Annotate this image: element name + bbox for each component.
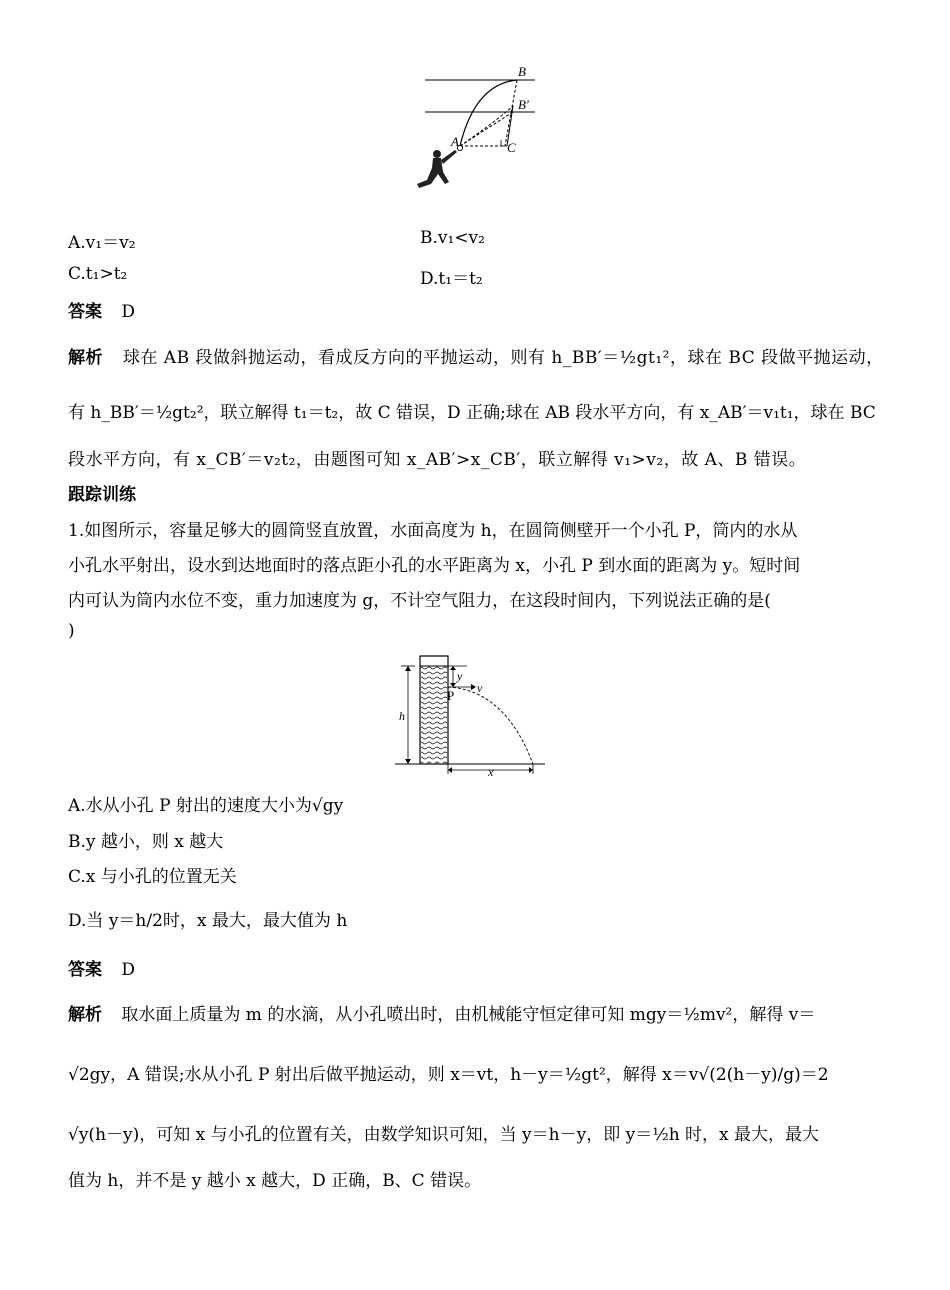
q1-answer-value: D (121, 960, 136, 980)
q1-analysis-label: 解析 (68, 1005, 102, 1025)
analysis-text-1: 球在 AB 段做斜抛运动，看成反方向的平抛运动，则有 h_BB′＝½gt₁²，球在 BC 段做平抛运动， (122, 348, 884, 368)
label-B: B (518, 64, 526, 79)
answer-label: 答案 (68, 302, 102, 322)
q1-stem-1: 1.如图所示，容量足够大的圆筒竖直放置，水面高度为 h，在圆筒侧壁开一个小孔 P，筒内的水从 (68, 521, 798, 541)
analysis-row-2: 有 h_BB′＝½gt₂²，联立解得 t₁＝t₂，故 C 错误，D 正确;球在 AB 段水平方向，有 x_AB′＝v₁t₁，球在 BC (68, 403, 876, 423)
player-silhouette (417, 150, 457, 188)
fig2-label-x: x (488, 765, 494, 779)
q1-analysis-row-4: 值为 h，并不是 y 越小 x 越大，D 正确，B、C 错误。 (68, 1171, 482, 1191)
q1-option-b: B.y 越小，则 x 越大 (68, 832, 224, 852)
analysis-row-1 (68, 343, 884, 368)
option-d: D.t₁＝t₂ (420, 269, 483, 289)
label-C: C (507, 140, 516, 155)
q1-option-c: C.x 与小孔的位置无关 (68, 867, 237, 887)
q1-stem-3: 内可认为筒内水位不变，重力加速度为 g，不计空气阻力，在这段时间内，下列说法正确的是( (68, 591, 771, 611)
figure-cylinder (395, 650, 555, 782)
fig2-label-h: h (399, 709, 405, 723)
option-c: C.t₁>t₂ (68, 264, 128, 284)
q1-analysis-text-1: 取水面上质量为 m 的水滴，从小孔喷出时，由机械能守恒定律可知 mgy＝½mv²，解得 v＝ (121, 1005, 816, 1025)
option-a: A.v₁＝v₂ (68, 233, 136, 253)
figure-trajectory (405, 62, 555, 202)
q1-stem-2: 小孔水平射出，设水到达地面时的落点距小孔的水平距离为 x，小孔 P 到水面的距离为 y。短时间 (68, 556, 801, 576)
q1-analysis-row-2: √2gy，A 错误;水从小孔 P 射出后做平抛运动，则 x＝vt，h－y＝½gt²，解得 x＝v√(2(h－y)/g)＝2 (68, 1065, 829, 1085)
answer-row (68, 297, 135, 322)
fig2-label-P: P (447, 688, 455, 703)
fig2-label-v: v (477, 681, 483, 695)
analysis-row-3: 段水平方向，有 x_CB′＝v₂t₂，由题图可知 x_AB′>x_CB′，联立解得 v₁>v₂，故 A、B 错误。 (68, 450, 807, 470)
q1-answer-label: 答案 (68, 960, 102, 980)
option-b: B.v₁<v₂ (420, 228, 485, 248)
q1-option-d: D.当 y＝h/2时，x 最大，最大值为 h (68, 911, 348, 931)
section-title: 跟踪训练 (68, 485, 136, 505)
q1-analysis-row-1 (68, 1000, 815, 1025)
q1-option-a: A.水从小孔 P 射出的速度大小为√gy (68, 796, 344, 816)
label-Bprime: B′ (518, 97, 529, 112)
fig2-label-y: y (457, 669, 463, 683)
q1-answer-row (68, 955, 135, 980)
q1-analysis-row-3: √y(h－y)，可知 x 与小孔的位置有关，由数学知识可知，当 y＝h－y，即 y＝½h 时，x 最大，最大 (68, 1125, 820, 1145)
q1-stem-4: ) (68, 621, 75, 641)
label-A: A (451, 134, 459, 149)
analysis-label: 解析 (68, 348, 103, 368)
answer-value: D (121, 302, 136, 322)
